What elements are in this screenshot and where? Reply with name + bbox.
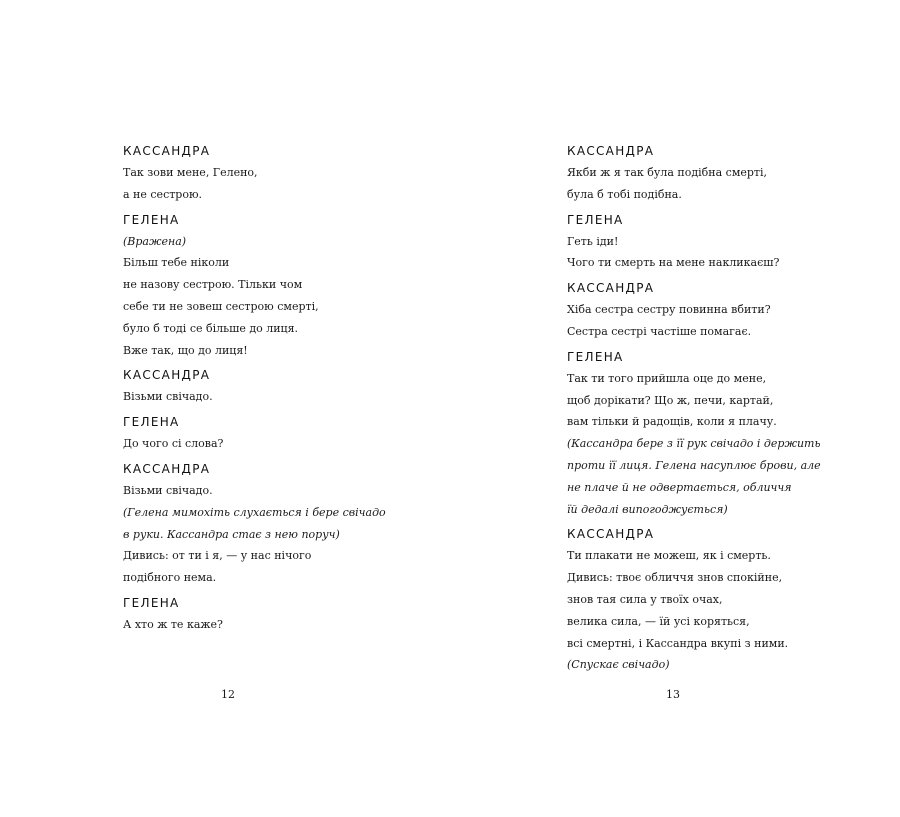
- stage-direction: (Вражена): [123, 234, 187, 248]
- speaker-name: КАССАНДРА: [567, 144, 655, 158]
- dialogue-block: [123, 141, 443, 206]
- verse-line: Дивись: от ти і я, — у нас нічого: [123, 549, 312, 563]
- speaker-name: КАССАНДРА: [567, 281, 655, 296]
- dialogue-block: [567, 524, 887, 676]
- verse-line: Геть іди!: [567, 234, 619, 248]
- verse-line: було б тоді се більше до лиця.: [123, 321, 299, 335]
- stage-direction: їй дедалі випогоджується): [567, 502, 728, 516]
- speaker-name: КАССАНДРА: [123, 144, 211, 158]
- stage-direction: (Гелена мимохіть слухається і бере свічадо: [123, 505, 386, 519]
- verse-line: Якби ж я так була подібна смерті,: [567, 166, 768, 179]
- speaker-name: ГЕЛЕНА: [123, 212, 180, 227]
- verse-line: всі смертні, і Кассандра вкупі з ними.: [567, 636, 789, 650]
- verse-line: Сестра сестрі частіше помагає.: [567, 324, 752, 338]
- verse-line: щоб дорікати? Що ж, печи, картай,: [567, 393, 774, 407]
- page-number-right: 13: [666, 688, 680, 701]
- speaker-name: ГЕЛЕНА: [567, 349, 624, 364]
- verse-line: Вже так, що до лиця!: [123, 343, 248, 357]
- left-page: [123, 141, 443, 636]
- verse-line: Більш тебе ніколи: [123, 256, 230, 270]
- verse-line: знов тая сила у твоїх очах,: [567, 592, 723, 606]
- speaker-name: ГЕЛЕНА: [567, 212, 624, 227]
- verse-line: Ти плакати не можеш, як і смерть.: [567, 549, 771, 563]
- dialogue-block: [123, 210, 443, 362]
- dialogue-block: [123, 593, 443, 636]
- speaker-name: КАССАНДРА: [123, 368, 211, 383]
- stage-direction: в руки. Кассандра стає з нею поруч): [123, 527, 340, 541]
- verse-line: Дивись: твоє обличчя знов спокійне,: [567, 571, 783, 585]
- verse-line: а не сестрою.: [123, 187, 203, 201]
- verse-line: не назову сестрою. Тільки чом: [123, 278, 303, 292]
- dialogue-block: [123, 365, 443, 408]
- dialogue-block: [567, 210, 887, 275]
- speaker-name: КАССАНДРА: [123, 461, 211, 476]
- dialogue-block: [123, 459, 443, 589]
- page-number-left: 12: [221, 688, 235, 701]
- verse-line: Чого ти смерть на мене накликаєш?: [567, 256, 780, 270]
- dialogue-block: [123, 412, 443, 455]
- verse-line: Так ти того прийшла оце до мене,: [567, 371, 767, 385]
- speaker-name: КАССАНДРА: [567, 527, 655, 542]
- verse-line: себе ти не зовеш сестрою смерті,: [123, 299, 319, 313]
- verse-line: Так зови мене, Гелено,: [123, 166, 258, 179]
- verse-line: Візьми свічадо.: [123, 390, 213, 404]
- verse-line: була б тобі подібна.: [567, 187, 682, 201]
- speaker-name: ГЕЛЕНА: [123, 415, 180, 430]
- stage-direction: не плаче й не одвертається, обличчя: [567, 480, 792, 494]
- verse-line: Хіба сестра сестру повинна вбити?: [567, 303, 771, 317]
- verse-line: подібного нема.: [123, 571, 217, 585]
- dialogue-block: [567, 278, 887, 343]
- right-page: [567, 141, 887, 676]
- verse-line: До чого сі слова?: [123, 437, 224, 451]
- stage-direction: (Спускає свічадо): [567, 658, 670, 672]
- dialogue-block: [567, 141, 887, 206]
- verse-line: А хто ж те каже?: [123, 617, 223, 631]
- speaker-name: ГЕЛЕНА: [123, 595, 180, 610]
- verse-line: велика сила, — їй усі коряться,: [567, 614, 750, 628]
- dialogue-block: [567, 347, 887, 521]
- stage-direction: (Кассандра бере з її рук свічадо і держить: [567, 437, 821, 451]
- verse-line: вам тільки й радощів, коли я плачу.: [567, 415, 777, 429]
- stage-direction: проти її лиця. Гелена насуплює брови, але: [567, 458, 821, 472]
- verse-line: Візьми свічадо.: [123, 483, 213, 497]
